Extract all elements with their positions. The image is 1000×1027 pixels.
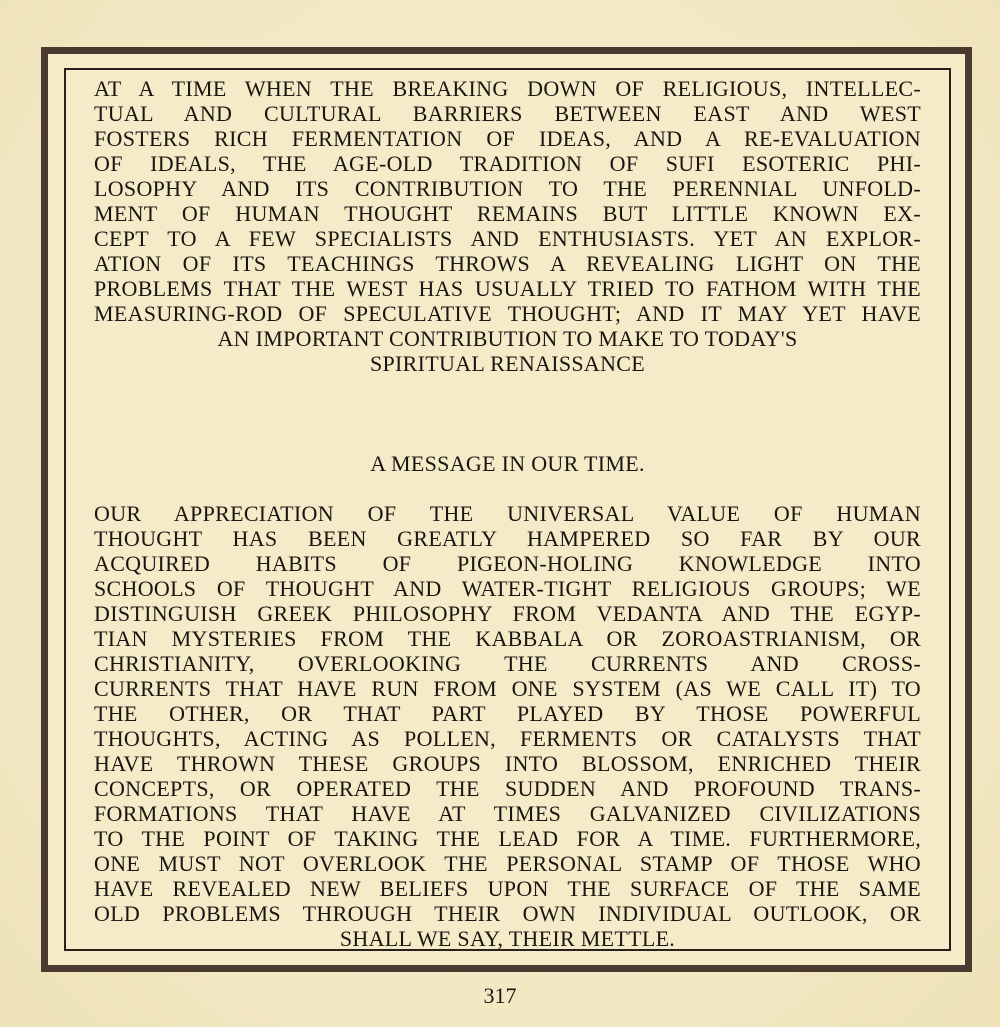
text-line: OLD PROBLEMS THROUGH THEIR OWN INDIVIDUAL OUTLOOK, OR — [94, 901, 921, 926]
text-line: THE OTHER, OR THAT PART PLAYED BY THOSE POWERFUL — [94, 701, 921, 726]
text-line: SHALL WE SAY, THEIR METTLE. — [339, 926, 676, 951]
intro-paragraph — [94, 76, 921, 376]
page-number: 317 — [483, 983, 517, 1008]
body-paragraph — [94, 501, 921, 951]
text-line: FOSTERS RICH FERMENTATION OF IDEAS, AND A RE-EVALUATION — [94, 126, 921, 151]
text-line: SCHOOLS OF THOUGHT AND WATER-TIGHT RELIGIOUS GROUPS; WE — [94, 576, 921, 601]
text-line: OUR APPRECIATION OF THE UNIVERSAL VALUE OF HUMAN — [94, 501, 921, 526]
text-line: TIAN MYSTERIES FROM THE KABBALA OR ZOROASTRIANISM, OR — [94, 626, 921, 651]
text-line: THOUGHTS, ACTING AS POLLEN, FERMENTS OR CATALYSTS THAT — [94, 726, 921, 751]
text-line: HAVE REVEALED NEW BELIEFS UPON THE SURFACE OF THE SAME — [94, 876, 921, 901]
text-line: THOUGHT HAS BEEN GREATLY HAMPERED SO FAR BY OUR — [94, 526, 921, 551]
text-line: CONCEPTS, OR OPERATED THE SUDDEN AND PROFOUND TRANS- — [94, 776, 921, 801]
text-line: MEASURING-ROD OF SPECULATIVE THOUGHT; AND IT MAY YET HAVE — [94, 301, 921, 326]
text-line: TO THE POINT OF TAKING THE LEAD FOR A TIME. FURTHERMORE, — [94, 826, 921, 851]
text-line: AN IMPORTANT CONTRIBUTION TO MAKE TO TODAY'S — [217, 326, 798, 351]
section-heading: A MESSAGE IN OUR TIME. — [370, 451, 645, 476]
text-line: DISTINGUISH GREEK PHILOSOPHY FROM VEDANTA AND THE EGYP- — [94, 601, 921, 626]
inner-border-frame — [64, 68, 951, 951]
text-line: ACQUIRED HABITS OF PIGEON-HOLING KNOWLEDGE INTO — [94, 551, 921, 576]
text-line: CHRISTIANITY, OVERLOOKING THE CURRENTS AND CROSS- — [94, 651, 921, 676]
text-line: AT A TIME WHEN THE BREAKING DOWN OF RELIGIOUS, INTELLEC- — [94, 76, 921, 101]
text-line: ATION OF ITS TEACHINGS THROWS A REVEALING LIGHT ON THE — [94, 251, 921, 276]
spacer — [94, 476, 921, 501]
text-line: MENT OF HUMAN THOUGHT REMAINS BUT LITTLE KNOWN EX- — [94, 201, 921, 226]
text-line: OF IDEALS, THE AGE-OLD TRADITION OF SUFI ESOTERIC PHI- — [94, 151, 921, 176]
text-line: PROBLEMS THAT THE WEST HAS USUALLY TRIED TO FATHOM WITH THE — [94, 276, 921, 301]
text-line: SPIRITUAL RENAISSANCE — [369, 351, 645, 376]
text-line: CURRENTS THAT HAVE RUN FROM ONE SYSTEM (AS WE CALL IT) TO — [94, 676, 921, 701]
text-block — [94, 76, 921, 951]
text-line: HAVE THROWN THESE GROUPS INTO BLOSSOM, ENRICHED THEIR — [94, 751, 921, 776]
outer-border-frame — [41, 47, 972, 972]
text-line: LOSOPHY AND ITS CONTRIBUTION TO THE PERENNIAL UNFOLD- — [94, 176, 921, 201]
text-line: CEPT TO A FEW SPECIALISTS AND ENTHUSIASTS. YET AN EXPLOR- — [94, 226, 921, 251]
text-line: ONE MUST NOT OVERLOOK THE PERSONAL STAMP OF THOSE WHO — [94, 851, 921, 876]
text-line: FORMATIONS THAT HAVE AT TIMES GALVANIZED CIVILIZATIONS — [94, 801, 921, 826]
text-line: TUAL AND CULTURAL BARRIERS BETWEEN EAST AND WEST — [94, 101, 921, 126]
spacer — [94, 376, 921, 451]
